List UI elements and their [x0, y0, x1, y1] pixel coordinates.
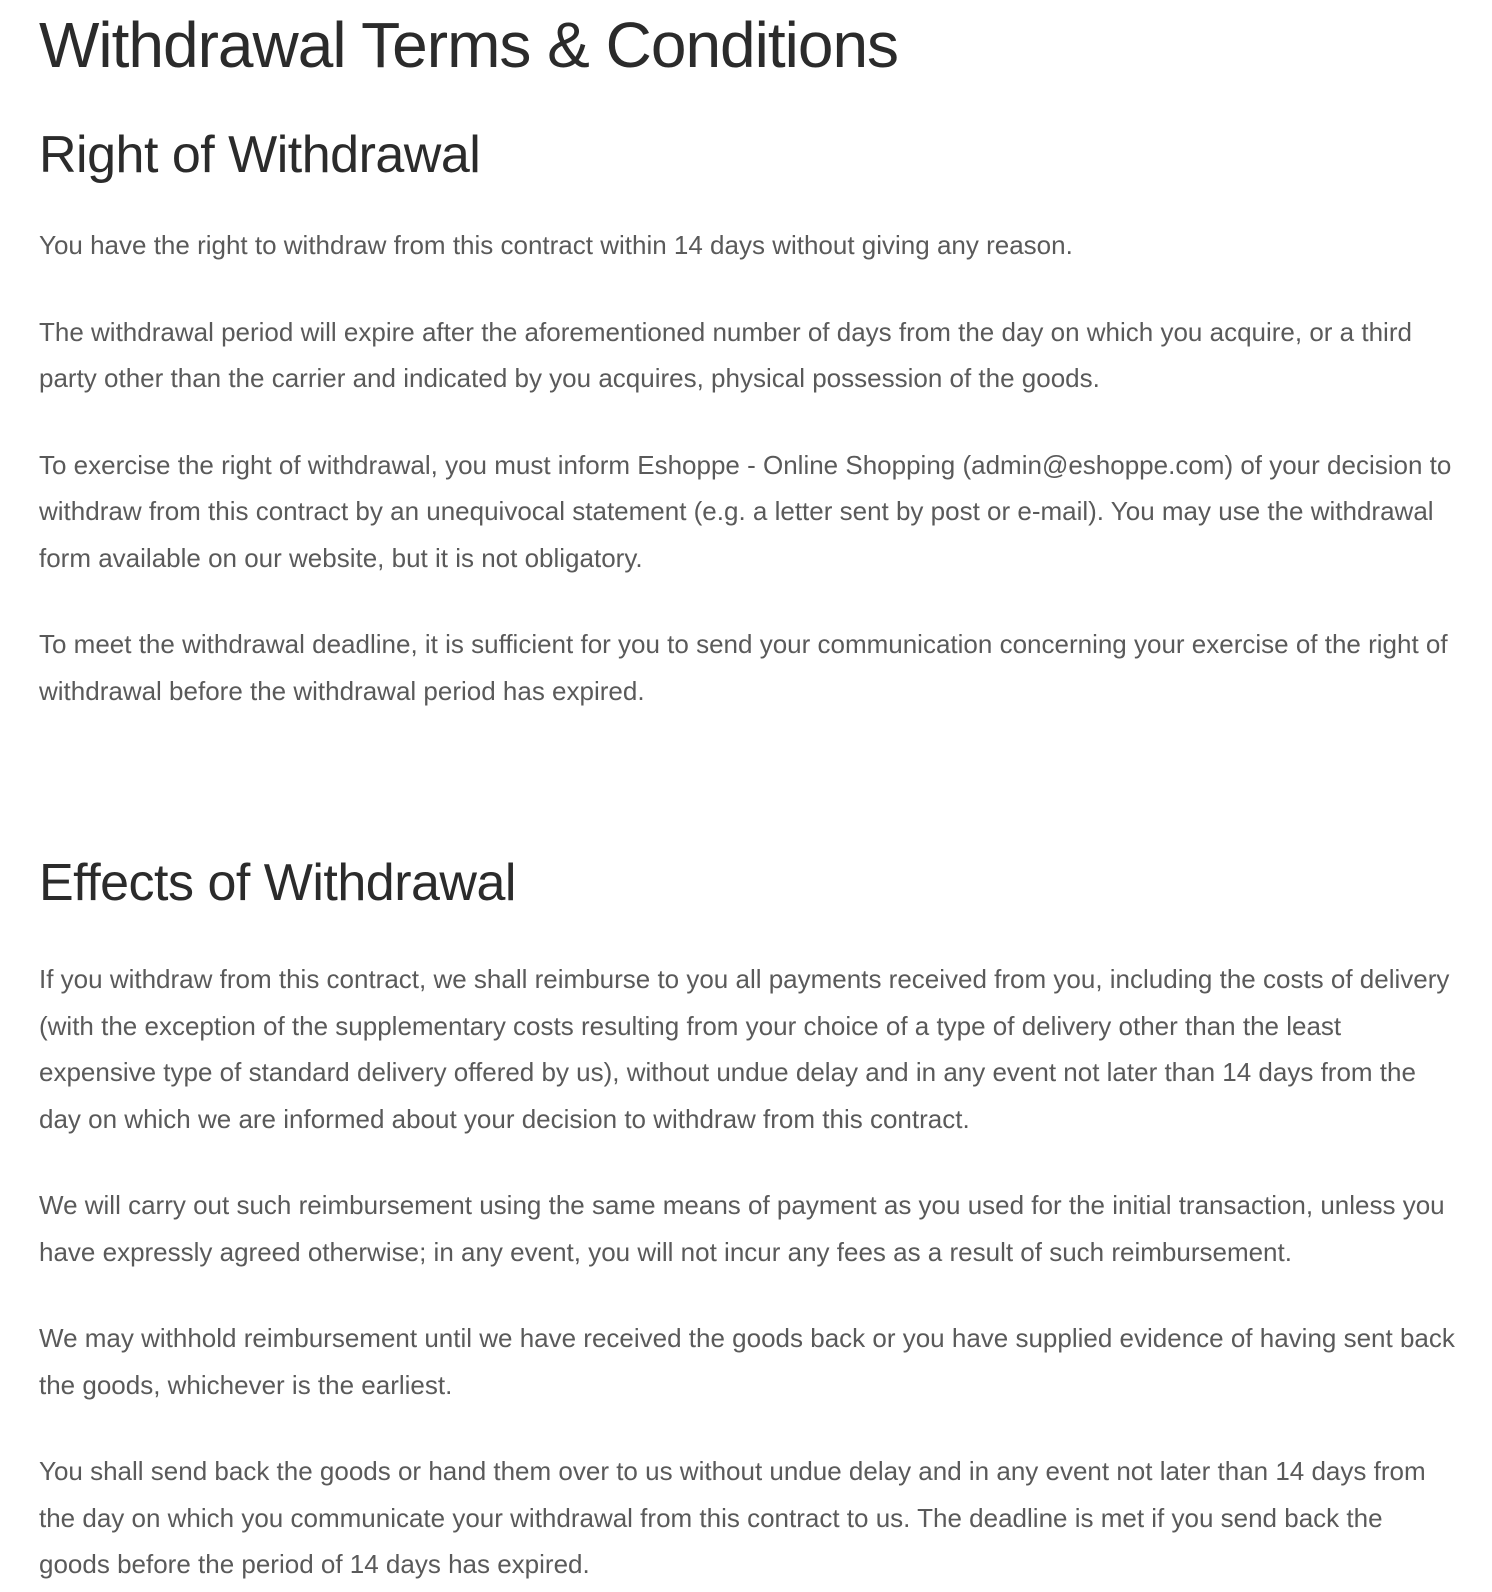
page-title: Withdrawal Terms & Conditions	[39, 9, 899, 81]
paragraph: If you withdraw from this contract, we shall reimburse to you all payments received from you, including the costs of delivery (with the exception of the supplementary costs resulting from your choice of a type of delivery other than the least expensive type of standard delivery offered by us), without undue delay and in any event not later than 14 days from the day on which we are informed about your decision to withdraw from this contract.	[39, 964, 1450, 1134]
paragraph: To meet the withdrawal deadline, it is sufficient for you to send your communication concerning your exercise of the right of withdrawal before the withdrawal period has expired.	[39, 629, 1448, 706]
section-right-of-withdrawal	[39, 120, 1459, 714]
paragraph: We will carry out such reimbursement using the same means of payment as you used for the initial transaction, unless you have expressly agreed otherwise; in any event, you will not incur any fees as a result of such reimbursement.	[39, 1190, 1445, 1267]
paragraph: You shall send back the goods or hand them over to us without undue delay and in any event not later than 14 days from the day on which you communicate your withdrawal from this contract to us. The deadline is met if you send back the goods before the period of 14 days has expired.	[39, 1456, 1426, 1579]
section-heading: Effects of Withdrawal	[39, 854, 516, 912]
paragraph: We may withhold reimbursement until we have received the goods back or you have supplied evidence of having sent back the goods, whichever is the earliest.	[39, 1323, 1455, 1400]
paragraph: To exercise the right of withdrawal, you must inform Eshoppe - Online Shopping (admin@eshoppe.com) of your decision to withdraw from this contract by an unequivocal statement (e.g. a letter sent by post or e-mail). You may use the withdrawal form available on our website, but it is not obligatory.	[39, 449, 1452, 573]
paragraph: The withdrawal period will expire after the aforementioned number of days from the day on which you acquire, or a third party other than the carrier and indicated by you acquires, physical possession of the goods.	[39, 316, 1412, 393]
section-heading: Right of Withdrawal	[39, 126, 481, 184]
section-effects-of-withdrawal	[39, 848, 1459, 1588]
terms-page	[39, 0, 1459, 1588]
paragraph: You have the right to withdraw from this contract within 14 days without giving any reason.	[39, 230, 1073, 260]
